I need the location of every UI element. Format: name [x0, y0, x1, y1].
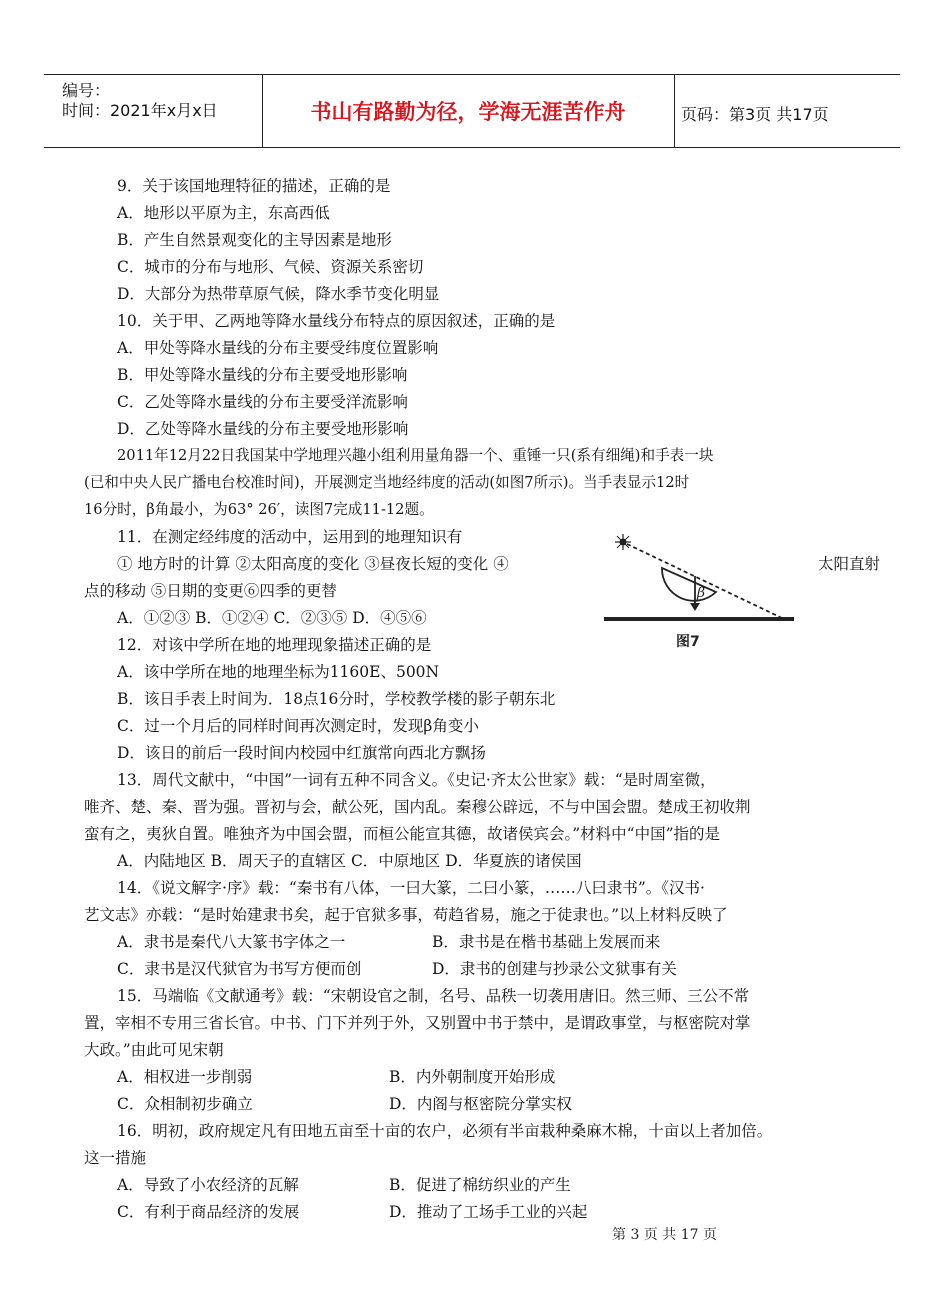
option-16b: B．促进了棉纺织业的产生: [389, 1176, 571, 1194]
option-15c: C．众相制初步确立: [117, 1095, 253, 1113]
question-14-line-2: 艺文志》亦载：“是时始建隶书矣，起于官狱多事，苟趋省易，施之于徒隶也。”以上材料反映了: [84, 906, 728, 924]
sun-ray: [627, 544, 784, 619]
question-9: 9．关于该国地理特征的描述，正确的是: [117, 177, 391, 195]
question-13-line-3: 蛮有之，夷狄自置。唯独齐为中国会盟，而桓公能宣其德，故诸侯宾会。”材料中“中国”指的是: [84, 825, 721, 843]
question-11-items-line2: 点的移动 ⑤日期的变更⑥四季的更替: [84, 582, 337, 600]
question-11-items: ① 地方时的计算 ②太阳高度的变化 ③昼夜长短的变化 ④: [117, 555, 509, 573]
option-10d: D．乙处等降水量线的分布主要受地形影响: [117, 420, 409, 438]
plumb-bob: [690, 603, 700, 611]
passage-line-1: 2011年12月22日我国某中学地理兴趣小组利用量角器一个、重锤一只(系有细绳)和手表一块: [117, 447, 714, 464]
header-top-rule: [44, 74, 900, 75]
doc-time-label: 时间：2021年x月x日: [62, 101, 218, 120]
option-15a: A．相权进一步削弱: [117, 1068, 253, 1086]
option-15d: D．内阁与枢密院分掌实权: [389, 1095, 572, 1113]
header-divider-right: [674, 74, 675, 147]
question-15-line-3: 大政。”由此可见宋朝: [84, 1041, 224, 1059]
question-11-options: A．①②③ B．①②④ C．②③⑤ D．④⑤⑥: [117, 609, 427, 627]
option-14c: C．隶书是汉代狱官为书写方便而创: [117, 960, 362, 978]
question-13-options: A．内陆地区 B．周天子的直辖区 C．中原地区 D．华夏族的诸侯国: [117, 852, 582, 870]
passage-line-3: 16分时，β角最小，为63° 26′，读图7完成11-12题。: [84, 501, 434, 518]
option-9d: D．大部分为热带草原气候，降水季节变化明显: [117, 285, 440, 303]
question-12: 12．对该中学所在地的地理现象描述正确的是: [117, 636, 432, 654]
beta-label: β: [697, 585, 706, 601]
protractor-diagram: [604, 529, 796, 657]
option-14d: D．隶书的创建与抄录公文狱事有关: [432, 960, 677, 978]
option-12d: D．该日的前后一段时间内校园中红旗常向西北方飘扬: [117, 744, 486, 762]
header-bottom-rule: [44, 147, 900, 148]
option-9c: C．城市的分布与地形、气候、资源关系密切: [117, 258, 424, 276]
question-14-line-1: 14．《说文解字·序》载：“秦书有八体，一曰大篆，二曰小篆，……八曰隶书”。《汉书·: [117, 879, 705, 897]
option-10c: C．乙处等降水量线的分布主要受洋流影响: [117, 393, 408, 411]
option-14b: B．隶书是在楷书基础上发展而来: [432, 933, 661, 951]
header-motto: 书山有路勤为径，学海无涯苦作舟: [310, 100, 626, 124]
option-16c: C．有利于商品经济的发展: [117, 1203, 300, 1221]
passage-line-2: (已和中央人民广播电台校准时间)，开展测定当地经纬度的活动(如图7所示)。当手表显示12时: [84, 474, 690, 491]
doc-number-label: 编号：: [62, 81, 111, 100]
option-15b: B．内外朝制度开始形成: [389, 1068, 556, 1086]
question-13-line-1: 13．周代文献中，“中国”一词有五种不同含义。《史记·齐太公世家》载：“是时周室微，: [117, 771, 716, 789]
protractor: [662, 568, 716, 601]
option-12b: B．该日手表上时间为．18点16分时，学校教学楼的影子朝东北: [117, 690, 556, 708]
figure-7: [604, 529, 796, 657]
sun-icon: [615, 534, 631, 550]
page-info: 页码：第3页 共17页: [681, 105, 829, 124]
question-11: 11．在测定经纬度的活动中，运用到的地理知识有: [117, 528, 463, 546]
option-16a: A．导致了小农经济的瓦解: [117, 1176, 299, 1194]
question-13-line-2: 唯齐、楚、秦、晋为强。晋初与会，献公死，国内乱。秦穆公辟远，不与中国会盟。楚成王初收荆: [84, 798, 751, 816]
question-15-line-2: 置，宰相不专用三省长官。中书、门下并列于外，又别置中书于禁中，是谓政事堂，与枢密院对掌: [84, 1014, 751, 1032]
ground-line: [604, 617, 794, 621]
option-9a: A．地形以平原为主，东高西低: [117, 204, 330, 222]
question-16-line-2: 这一措施: [84, 1149, 147, 1167]
question-11-items-cont: 太阳直射: [818, 555, 881, 573]
question-15-line-1: 15．马端临《文献通考》载：“宋朝设官之制，名号、品秩一切袭用唐旧。然三师、三公不常: [117, 987, 750, 1005]
option-10b: B．甲处等降水量线的分布主要受地形影响: [117, 366, 408, 384]
question-16-line-1: 16．明初，政府规定凡有田地五亩至十亩的农户，必须有半亩栽种桑麻木棉，十亩以上者加倍。: [117, 1122, 773, 1140]
figure-caption: 图7: [676, 634, 700, 650]
option-9b: B．产生自然景观变化的主导因素是地形: [117, 231, 392, 249]
question-10: 10．关于甲、乙两地等降水量线分布特点的原因叙述，正确的是: [117, 312, 556, 330]
page-footer: 第 3 页 共 17 页: [612, 1227, 717, 1243]
option-12a: A．该中学所在地的地理坐标为1160E、500N: [117, 663, 440, 681]
option-12c: C．过一个月后的同样时间再次测定时，发现β角变小: [117, 717, 479, 735]
option-14a: A．隶书是秦代八大篆书字体之一: [117, 933, 346, 951]
option-16d: D．推动了工场手工业的兴起: [389, 1203, 588, 1221]
option-10a: A．甲处等降水量线的分布主要受纬度位置影响: [117, 339, 439, 357]
